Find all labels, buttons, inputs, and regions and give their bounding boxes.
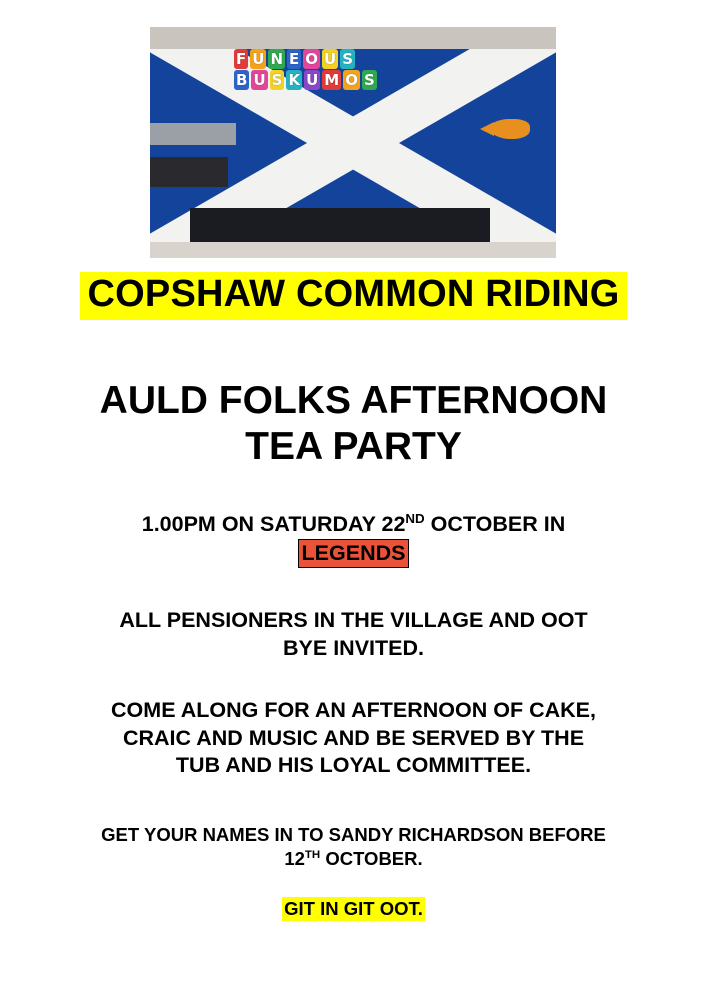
date-ordinal: ND (405, 510, 425, 526)
bunting-letter: F (236, 50, 247, 68)
bunting-letter: U (253, 71, 266, 89)
time-text-after: OCTOBER IN (424, 512, 566, 536)
bunting-letter: S (363, 71, 375, 89)
rsvp-date-ordinal: TH (304, 848, 321, 861)
time-line (40, 511, 667, 539)
headline-text: COPSHAW COMMON RIDING (80, 272, 628, 320)
rsvp-line-2 (40, 847, 667, 871)
bunting-letter: U (306, 71, 319, 89)
venue-line (40, 539, 667, 569)
time-text-before: 1.00PM ON SATURDAY 22 (141, 512, 406, 536)
bunting-letter: O (345, 71, 358, 89)
bunting-letter: U (252, 50, 265, 68)
rsvp-block (40, 823, 667, 870)
venue-name: LEGENDS (298, 539, 410, 569)
details-block (40, 697, 667, 780)
photo-left-dark-patch (150, 157, 228, 187)
title-line-1: AULD FOLKS AFTERNOON (99, 379, 608, 422)
bunting-row-1 (234, 49, 424, 69)
photo-top-strip (150, 27, 556, 49)
invite-line-2: BYE INVITED. (283, 635, 424, 660)
rsvp-line-1: GET YOUR NAMES IN TO SANDY RICHARDSON BEFORE (101, 824, 606, 845)
saltire-flag-photo (150, 27, 556, 258)
details-line-2: CRAIC AND MUSIC AND BE SERVED BY THE (122, 725, 585, 750)
bunting-letter: B (236, 71, 248, 89)
rsvp-date-number: 12 (284, 847, 305, 869)
invitation-block (40, 607, 667, 662)
bunting-letter: N (270, 50, 283, 68)
bunting-letter: S (342, 50, 354, 68)
bunting-letter: O (305, 50, 319, 68)
photo-bottom-strip (150, 242, 556, 258)
photo-left-band (150, 123, 236, 145)
bunting-letter: S (271, 71, 283, 89)
page-title (0, 378, 707, 470)
rsvp-date-month: OCTOBER. (320, 847, 423, 869)
headline-row (0, 272, 707, 320)
invite-line-1: ALL PENSIONERS IN THE VILLAGE AND OOT (119, 608, 588, 632)
bunting-letter: U (324, 50, 337, 68)
title-line-2: TEA PARTY (245, 425, 462, 469)
footer-slogan: GIT IN GIT OOT. (284, 898, 423, 919)
letter-bunting (234, 49, 424, 119)
time-and-venue-block (40, 511, 667, 568)
bunting-letter: E (289, 50, 300, 68)
details-line-1: COME ALONG FOR AN AFTERNOON OF CAKE, (111, 698, 596, 722)
fish-icon (480, 119, 534, 141)
bunting-letter: K (288, 71, 301, 89)
footer-slogan-block (40, 897, 667, 921)
bunting-letter: M (324, 71, 340, 89)
photo-bottom-dark-patch (190, 208, 490, 242)
details-line-3: TUB AND HIS LOYAL COMMITTEE. (175, 753, 532, 778)
bunting-row-2 (234, 70, 424, 90)
